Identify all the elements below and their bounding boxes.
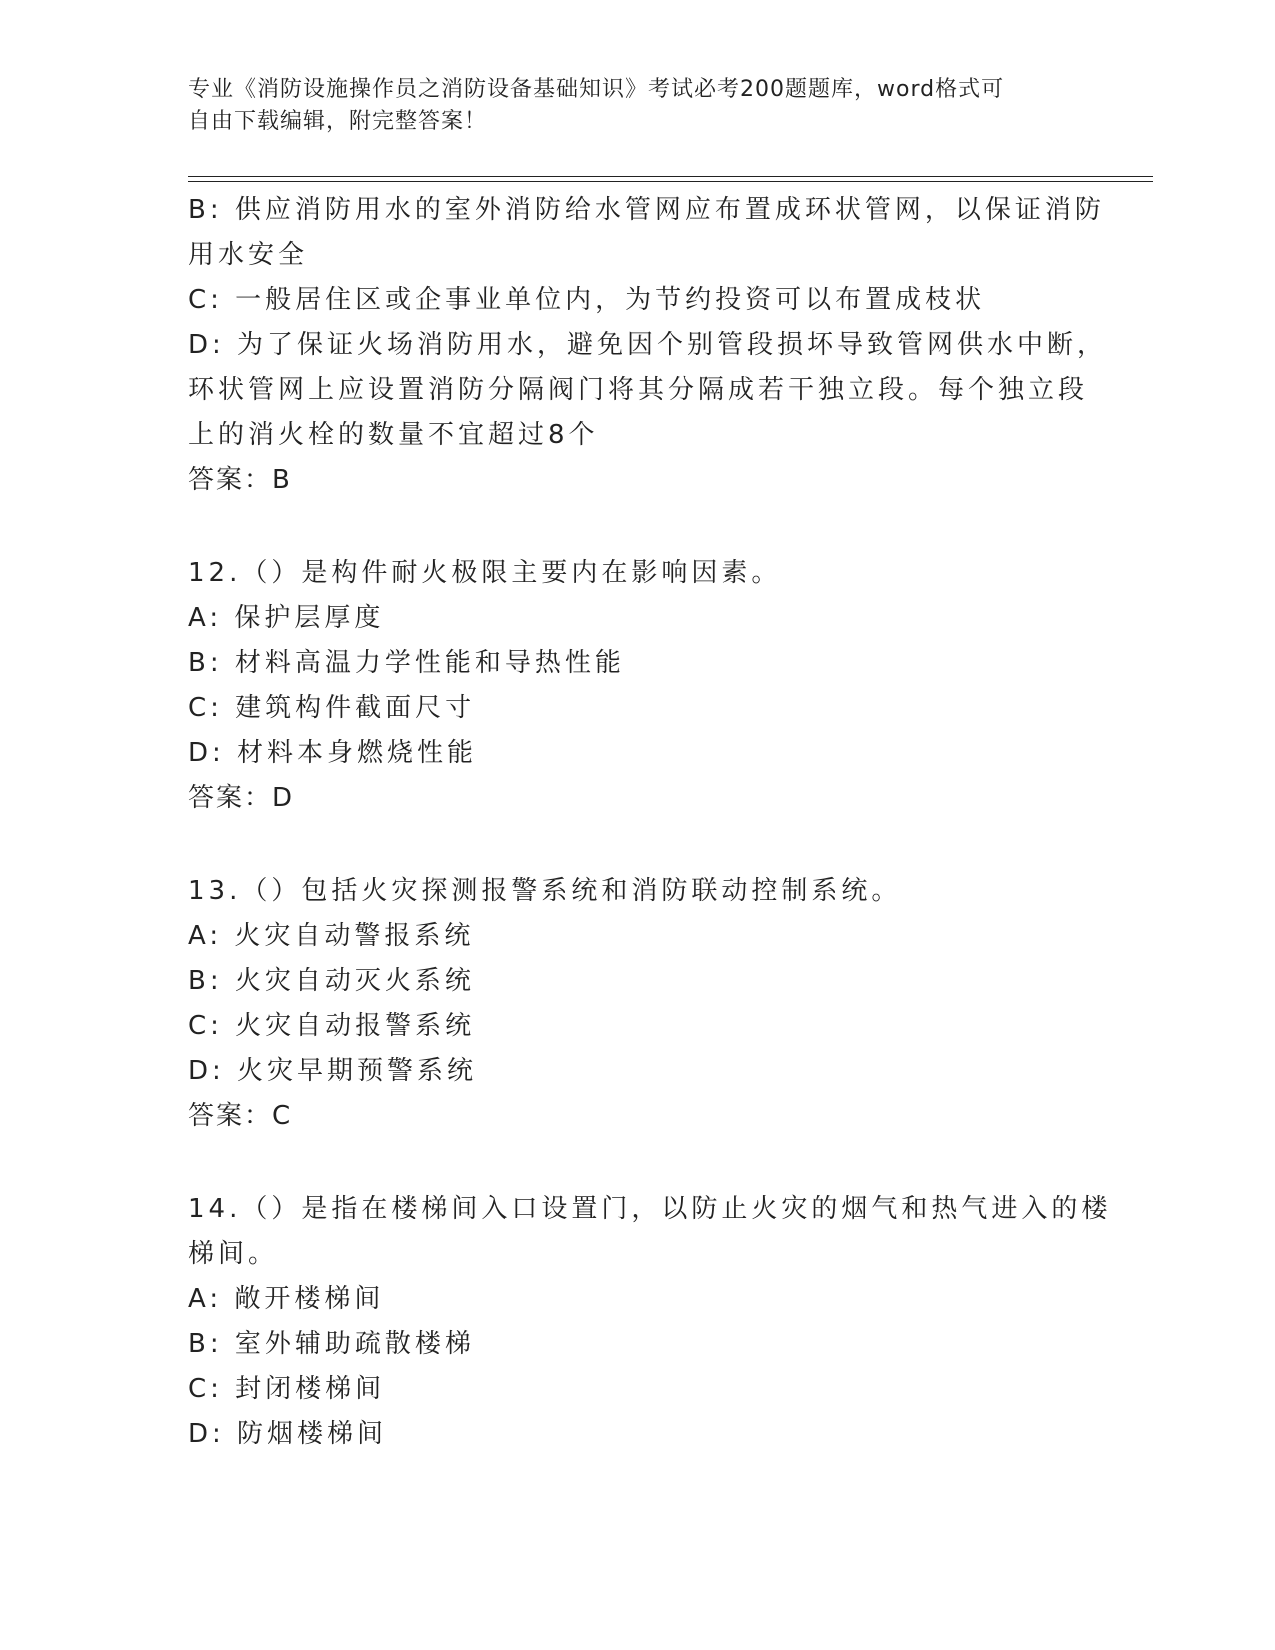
q14-question-line-1: 14.（）是指在楼梯间入口设置门，以防止火灾的烟气和热气进入的楼 [188, 1194, 1112, 1224]
q12-option-a: A: 保护层厚度 [188, 603, 385, 633]
q13-question: 13.（）包括火灾探测报警系统和消防联动控制系统。 [188, 876, 902, 906]
question-11 [188, 188, 1108, 503]
q11-option-d-line-2: 环状管网上应设置消防分隔阀门将其分隔成若干独立段。每个独立段 [188, 375, 1089, 405]
document-header [188, 74, 1068, 138]
q14-option-b: B: 室外辅助疏散楼梯 [188, 1329, 475, 1359]
q11-option-d-line-1: D: 为了保证火场消防用水，避免因个别管段损坏导致管网供水中断， [188, 330, 1108, 360]
header-line-1: 专业《消防设施操作员之消防设备基础知识》考试必考200题题库，word格式可 [188, 77, 1005, 102]
question-12 [188, 551, 1088, 821]
q11-answer: 答案：B [188, 465, 292, 495]
q14-option-c: C: 封闭楼梯间 [188, 1374, 386, 1404]
question-14 [188, 1187, 1112, 1457]
q11-option-c: C: 一般居住区或企事业单位内，为节约投资可以布置成枝状 [188, 285, 986, 315]
q13-option-b: B: 火灾自动灭火系统 [188, 966, 475, 996]
q12-option-c: C: 建筑构件截面尺寸 [188, 693, 476, 723]
q11-option-b-line-1: B: 供应消防用水的室外消防给水管网应布置成环状管网，以保证消防 [188, 195, 1105, 225]
q12-answer: 答案：D [188, 783, 295, 813]
q11-option-d-line-3: 上的消火栓的数量不宜超过8个 [188, 420, 599, 450]
q14-question-line-2: 梯间。 [188, 1239, 279, 1269]
q13-option-c: C: 火灾自动报警系统 [188, 1011, 476, 1041]
q14-option-d: D: 防烟楼梯间 [188, 1419, 388, 1449]
q12-option-b: B: 材料高温力学性能和导热性能 [188, 648, 625, 678]
header-divider-bottom [188, 181, 1153, 182]
header-divider-top [188, 176, 1153, 177]
header-line-2: 自由下载编辑，附完整答案！ [188, 109, 488, 134]
spacer [188, 1139, 1088, 1187]
q12-question: 12.（）是构件耐火极限主要内在影响因素。 [188, 558, 782, 588]
document-body [188, 188, 1112, 1457]
q11-option-b-line-2: 用水安全 [188, 240, 309, 270]
q12-option-d: D: 材料本身燃烧性能 [188, 738, 478, 768]
q13-answer: 答案：C [188, 1101, 293, 1131]
q13-option-a: A: 火灾自动警报系统 [188, 921, 475, 951]
question-13 [188, 869, 1088, 1139]
spacer [188, 503, 1088, 551]
q14-option-a: A: 敞开楼梯间 [188, 1284, 385, 1314]
q13-option-d: D: 火灾早期预警系统 [188, 1056, 478, 1086]
spacer [188, 821, 1088, 869]
